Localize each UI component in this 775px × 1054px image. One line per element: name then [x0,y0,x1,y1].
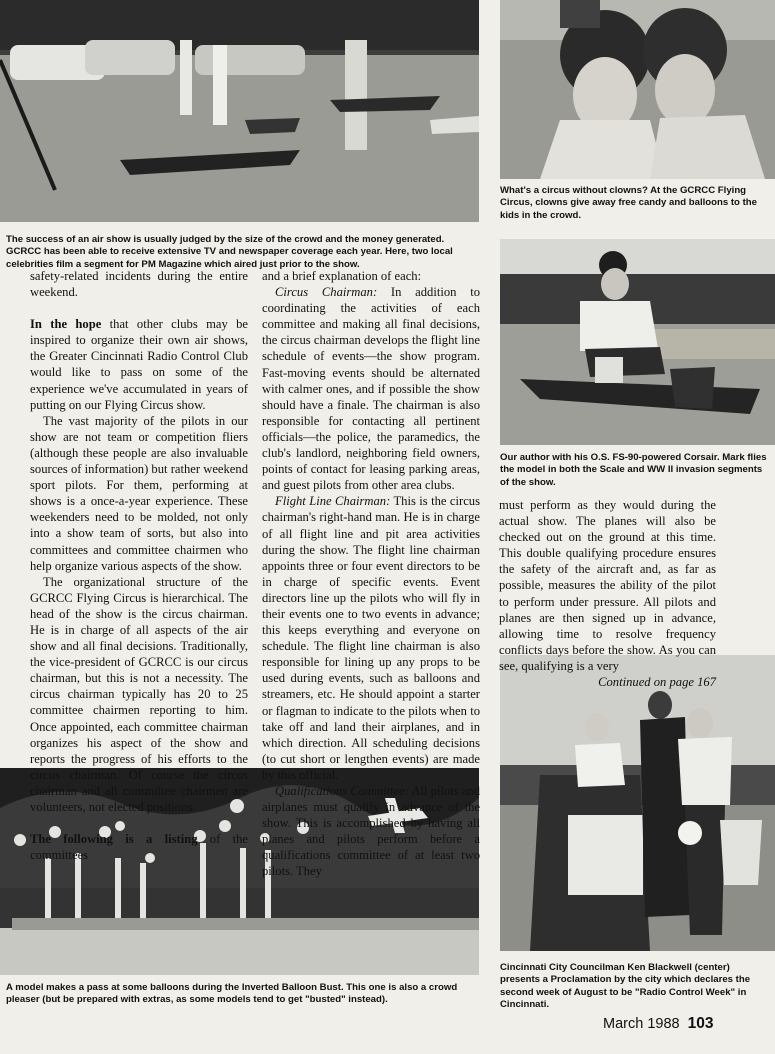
paragraph: must perform as they would during the actual show. The planes will also be checked out on the ground at this time. This double qualifying procedure ensures the safety of the aircraft and, as far as possible, measures the ability of the pilot to perform under pressure. All pilots and planes are then signed up in advance, allowing time to resolve frequency conflicts days before the show. As you can see, qualifying is a very [499,498,716,673]
paragraph-text: that other clubs may be inspired to organize their own air shows, the Greater Cincinnati Radio Control Club would like to pass on some of the experience we've accumulated in years of putting on our Flying Circus show. [30,317,249,412]
article-column-1 [30,268,248,863]
paragraph-text: This is the circus chairman's right-hand man. He is in charge of all flight line and pit area activities during the show. The flight line chairman appoints three or four event directors to be in charge of specific events. Event directors line up the pilots who will fly in their events one to two events in advance; this keeps everything and everyone on schedule. The flight line chairman is also responsible for lining up any props to be used during events, such as balloons and streamers, etc. He should appoint a starter or flagman to indicate to the pilots when to take off and land their airplanes, and in which direction. All scheduling decisions (to cut short or lengthen events) are made by this official. [262,494,480,782]
caption-clowns: What's a circus without clowns? At the GCRCC Flying Circus, clowns give away free candy and balloons to the kids in the crowd. [500,185,757,221]
run-in-lead: The following is a listing [30,832,198,847]
paragraph [30,831,248,863]
issue-date: March 1988 [603,1016,680,1032]
caption-balloon-bust: A model makes a pass at some balloons during the Inverted Balloon Bust. This one is also a crowd pleaser (but be prepared with extras, as some models tend to get "busted" instead). [6,982,458,1006]
photo-corsair [500,239,775,445]
caption-corsair: Our author with his O.S. FS-90-powered Corsair. Mark flies the model in both the Scale and WW II invasion segments of the show. [500,452,767,488]
paragraph-text: All pilots and airplanes must qualify in advance of the show. This is accomplished by having all planes and pilots perform before a qualifications committee of at least two pilots. They [262,784,480,879]
paragraph-text: In addition to coordinating the activities of each committee and making all final decisions, the circus chairman develops the flight line schedule of events—the show program. Fast-moving events should be alternated with calmer ones, and if possible the show should have a finale. The chairman is also responsible for contacting all pertinent officials—the police, the paramedics, the club's landlord, neighboring field owners, points of contact for leasing parking areas, and guest pilots from other area clubs. [262,285,480,493]
paragraph: safety-related incidents during the entire weekend. [30,269,248,300]
article-column-2 [262,268,480,880]
page-number: 103 [687,1015,714,1032]
paragraph [30,316,248,413]
caption-proclamation: Cincinnati City Councilman Ken Blackwell (center) presents a Proclamation by the city which declares the second week of August to be "Radio Control Week" in Cincinnati. [500,962,751,1010]
paragraph [262,493,480,783]
run-in-lead: In the hope [30,317,102,332]
committee-heading: Qualifications Committee: [275,784,409,798]
continued-line[interactable]: Continued on page 167 [598,675,716,690]
paragraph-text: of the committees [30,832,248,863]
committee-heading: Flight Line Chairman: [275,494,391,509]
paragraph [262,783,480,880]
paragraph: The vast majority of the pilots in our show are not team or competition fliers (although these people are also invaluable sources of information) but rather weekend sport pilots. For them, performing at shows is a once-a-year experience. These weekenders need to be molded, not only into a show team of sorts, but also into committees and committee chairmen who help organize various aspects of the show. [30,413,248,573]
paragraph: and a brief explanation of each: [262,269,422,283]
photo-airfield-crowd [0,0,479,222]
photo-clowns [500,0,775,179]
photo-proclamation [500,655,775,951]
paragraph: The organizational structure of the GCRCC Flying Circus is hierarchical. The head of the show is the circus chairman. He is in charge of all aspects of the air show and all final decisions. Traditionally, the vice-president of GCRCC is our circus chairman, but this is not a necessity. The circus chairman typically has 20 to 25 committee chairmen reporting to him. Once appointed, each committee chairman organizes his aspect of the show and reports the progress of his efforts to the circus chairman. Of course the circus chairman and all committee chairmen are volunteers, not elected positions. [30,574,248,814]
caption-airfield-crowd: The success of an air show is usually judged by the size of the crowd and the money generated. GCRCC has been able to receive extensive TV and newspaper coverage each year. Here, two local celebrities film a segment for PM Magazine which aired just prior to the show. [6,234,453,270]
committee-heading: Circus Chairman: [275,285,378,300]
page-folio [603,1015,713,1033]
article-column-3 [499,497,716,690]
paragraph [262,284,480,493]
